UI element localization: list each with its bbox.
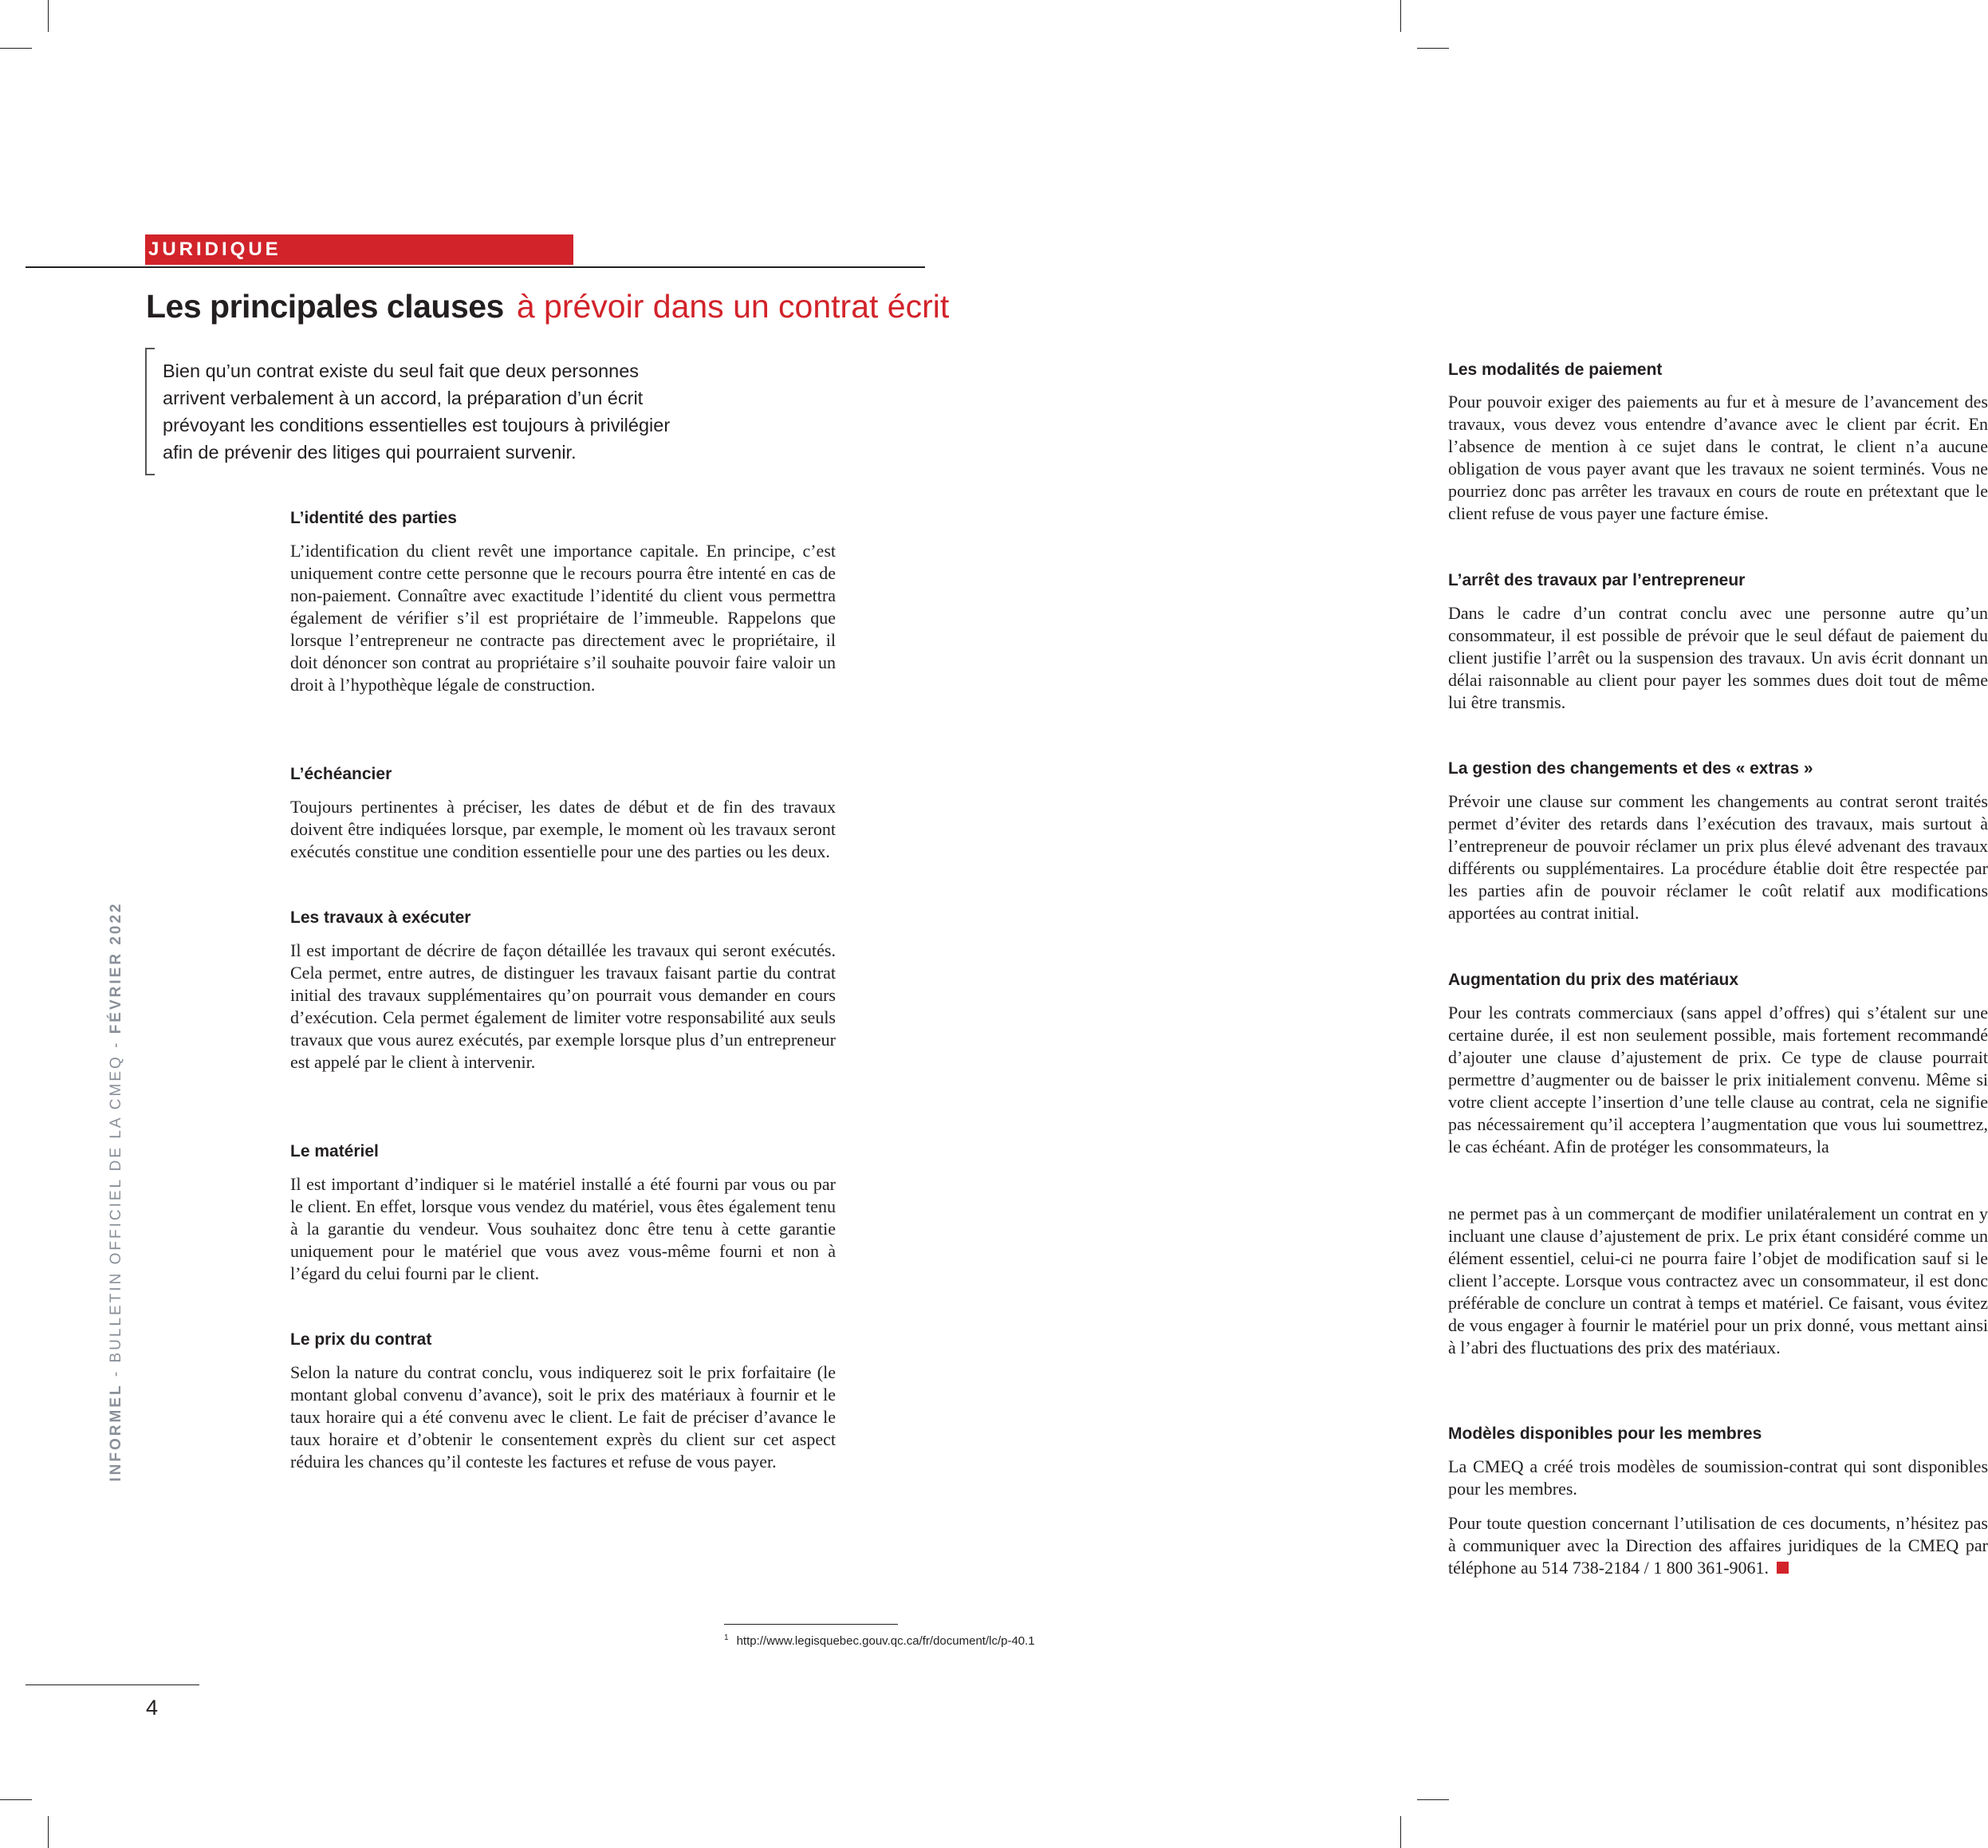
end-mark-icon (1777, 1562, 1789, 1574)
intro-bracket (145, 348, 155, 475)
section-body: L’identification du client revêt une importance capitale. En principe, c’est uniquement contre cette personne que le recours pourra être intenté en cas de non-paiement. Connaître avec exactitude l’identité du client vous permettra également de vérifier s’il est propriétaire de l’immeuble. Rappelons que lorsque l’entrepreneur ne contracte pas directement avec le propriétaire, il doit dénoncer son contrat au propriétaire s’il souhaite pouvoir faire valoir un droit à l’hypothèque légale de construction. (290, 541, 836, 695)
section-body: Il est important d’indiquer si le matériel installé a été fourni par vous ou par le client. En effet, lorsque vous vendez du matériel, vous êtes également tenu à la garantie du vendeur. Vous souhaitez donc être tenu à cette garantie uniquement pour le matériel que vous avez vous-même fourni et non à l’égard du celui fourni par le client. (290, 1174, 836, 1283)
sidebar-date: FÉVRIER 2022 (108, 901, 124, 1034)
footnote-rule (724, 1624, 898, 1625)
intro-text: Bien qu’un contrat existe du seul fait que deux personnes arrivent verbalement à un accord, la préparation d’un écrit prévoyant les conditions essentielles est toujours à privilégier afin de prévenir des litiges qui pourraient survenir. (163, 361, 671, 463)
section-heading: Le matériel (290, 1142, 379, 1160)
section-body: Il est important de décrire de façon détaillée les travaux qui seront exécutés. Cela permet, entre autres, de distinguer les travaux faisant partie du contrat initial des travaux supplémentaires qu’on pourrait vous demander en cours d’exécution. Cela permet également de limiter votre responsabilité aux seuls travaux que vous aurez exécutés, par exemple lorsque plus d’un entrepreneur est appelé par le client à intervenir. (290, 940, 836, 1072)
section-heading: Augmentation du prix des matériaux (1448, 971, 1739, 989)
crop-mark (0, 1799, 32, 1800)
crop-mark (48, 0, 49, 32)
title-sub: à prévoir dans un contrat écrit (516, 288, 950, 325)
section-heading: Modèles disponibles pour les membres (1448, 1424, 1762, 1443)
section-body: La CMEQ a créé trois modèles de soumission-contrat qui sont disponibles pour les membres. (1448, 1456, 1988, 1499)
footnote-marker: 1 (724, 1633, 729, 1642)
section-body: Pour pouvoir exiger des paiements au fur et à mesure de l’avancement des travaux, vous devez vous entendre d’avance avec le client par écrit. En l’absence de mention à ce sujet dans le contrat, le client n’a aucune obligation de vous payer avant que les travaux ne soient terminés. Vous ne pourriez donc pas arrêter les travaux en cours de route en prétextant que le client refuse de vous payer une facture émise. (1448, 392, 1988, 523)
section-body: Pour les contrats commerciaux (sans appel d’offres) qui s’étalent sur une certaine durée, il est non seulement possible, mais fortement recommandé d’ajouter une clause d’ajustement de prix. Ce type de clause pourrait permettre d’augmenter ou de baisser le prix initialement convenu. Même si votre client accepte l’insertion d’une telle clause au contrat, cela ne signifie pas nécessairement qu’il acceptera l’augmentation que vous lui soumettrez, le cas échéant. Afin de protéger les consommateurs, la (1448, 1003, 1988, 1156)
header-rule (26, 266, 925, 268)
crop-mark (0, 48, 32, 49)
section-heading: L’identité des parties (290, 509, 457, 527)
crop-mark (48, 1816, 49, 1848)
section-body: Prévoir une clause sur comment les changements au contrat seront traités permet d’éviter des retards dans l’exécution des travaux, mais surtout à l’entrepreneur de pouvoir réclamer un prix plus élevé advenant des travaux différents ou supplémentaires. La procédure établie doit être respectée par les parties afin de pouvoir réclamer le coût relatif aux modifications apportées au contrat initial. (1448, 791, 1988, 923)
sidebar-brand: INFORMEL (108, 1383, 124, 1482)
sidebar-publication: - BULLETIN OFFICIEL DE LA CMEQ - (108, 1034, 124, 1384)
section-body-continued: ne permet pas à un commerçant de modifier unilatéralement un contrat en y incluant une clause d’ajustement de prix. Le prix étant considéré comme un élément essentiel, celui-ci ne pourra faire l’objet de modification sauf si le client l’accepte. Lorsque vous contractez avec un consommateur, il est donc préférable de conclure un contrat à temps et matériel. Ce faisant, vous évitez de vous engager à fournir le matériel pour un prix donné, vous mettant ainsi à l’abri des fluctuations des prix des matériaux. (1448, 1204, 1988, 1357)
crop-mark (1417, 1799, 1449, 1800)
section-label: JURIDIQUE (145, 234, 573, 265)
footnote-link[interactable]: http://www.legisquebec.gouv.qc.ca/fr/document/lc/p-40.1 (736, 1634, 1035, 1648)
section-heading: L’échéancier (290, 765, 392, 783)
section-heading: Les travaux à exécuter (290, 908, 471, 927)
section-heading: Le prix du contrat (290, 1330, 432, 1349)
section-body: Selon la nature du contrat conclu, vous indiquerez soit le prix forfaitaire (le montant global convenu d’avance), soit le prix des matériaux à fournir et le taux horaire qui a été convenu avec le client. Le fait de préciser d’avance le taux horaire et d’obtenir le consentement exprès du client sur cet aspect réduira les chances qu’il conteste les factures et refuse de vous payer. (290, 1362, 836, 1472)
section-heading: La gestion des changements et des « extras » (1448, 759, 1813, 778)
section-heading: Les modalités de paiement (1448, 361, 1663, 379)
crop-mark (1400, 1816, 1401, 1848)
intro-block (145, 348, 687, 477)
page-number-rule (26, 1684, 199, 1685)
crop-mark (1400, 0, 1401, 32)
section-heading: L’arrêt des travaux par l’entrepreneur (1448, 571, 1746, 589)
section-body: Dans le cadre d’un contrat conclu avec une personne autre qu’un consommateur, il est possible de prévoir que le seul défaut de paiement du client justifie l’arrêt ou la suspension des travaux. Un avis écrit donnant un délai raisonnable au client pour payer les sommes dues doit tout de même lui être transmis. (1448, 603, 1988, 712)
contact-text: Pour toute question concernant l’utilisation de ces documents, n’hésitez pas à communiquer avec la Direction des affaires juridiques de la CMEQ par téléphone au 514 738-2184 / 1 800 361-9061. (1448, 1513, 1988, 1578)
sidebar-publication-label (108, 901, 125, 1481)
crop-mark (1417, 48, 1449, 49)
section-body: Toujours pertinentes à préciser, les dates de début et de fin des travaux doivent être indiquées lorsque, par exemple, le moment où les travaux seront exécutés constitue une condition essentielle pour une des parties ou les deux. (290, 797, 836, 861)
footnote (724, 1630, 1035, 1649)
page-title (146, 284, 949, 329)
page-number: 4 (146, 1696, 159, 1720)
contact-paragraph (1448, 1512, 1988, 1579)
title-main: Les principales clauses (146, 288, 504, 325)
